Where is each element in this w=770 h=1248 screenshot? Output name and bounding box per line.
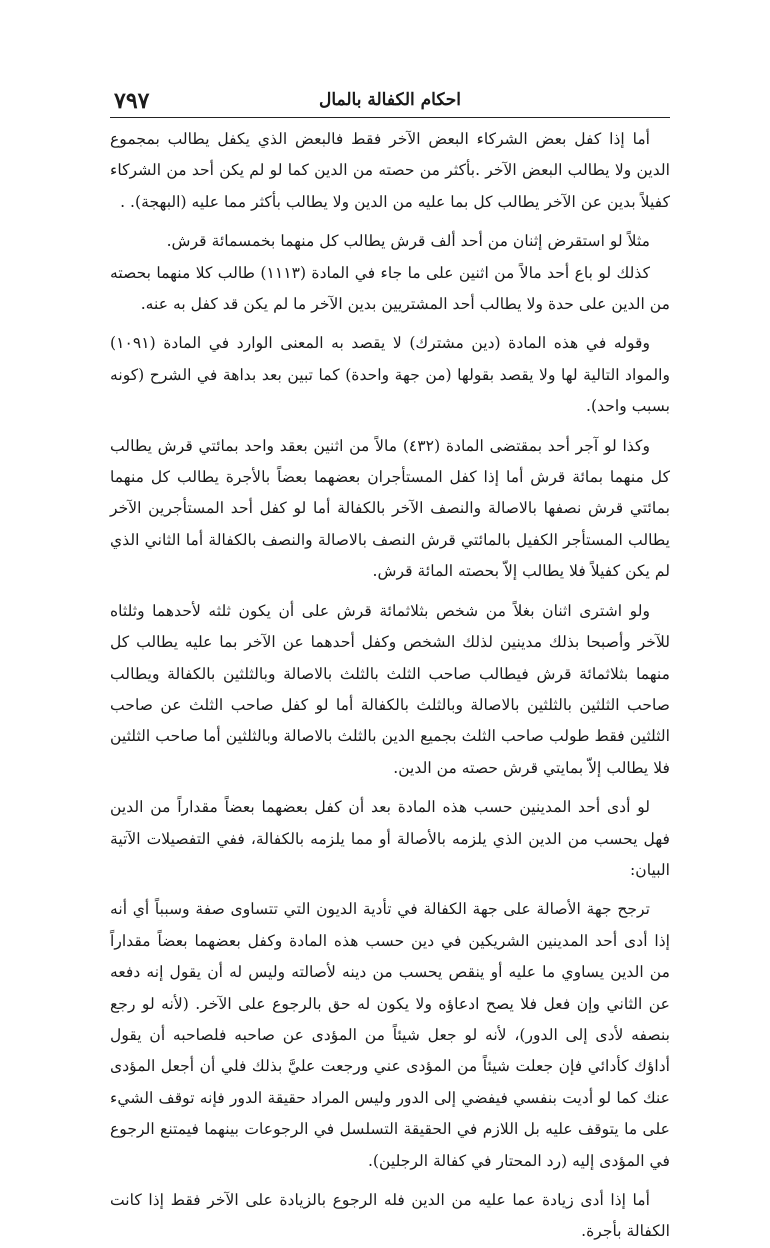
- paragraph: أما إذا كفل بعض الشركاء البعض الآخر فقط فالبعض الذي يكفل يطالب بمجموع الدين ولا يطالب البعض الآخر .بأكثر من حصته من الدين كما لو لم يكن أحد من الشركاء كفيلاً بدين عن الآخر يطالب كل بما عليه من الدين ولا يطالب بأكثر مما عليه (البهجة). .: [110, 130, 670, 211]
- page-number: ٧٩٧: [114, 88, 150, 114]
- header-divider: [110, 117, 670, 118]
- paragraph: أما إذا أدى زيادة عما عليه من الدين فله الرجوع بالزيادة على الآخر فقط إذا كانت الكفالة بأجرة.: [110, 1191, 670, 1241]
- paragraph: ترجح جهة الأصالة على جهة الكفالة في تأدية الديون التي تتساوى صفة وسبباً أي أنه إذا أدى أحد المدينين الشريكين في دين حسب هذه المادة وكفل بعضهما بعضاً مقداراً من الدين يساوي ما عليه أو ينقص يحسب من دينه لأصالته وليس له أن يقول إنه دفعه عن الثاني وإن فعل فلا يصح ادعاؤه ولا يكون له حق بالرجوع على الآخر. (لأنه لو رجع بنصفه لأدى إلى الدور)، لأنه لو جعل شيئاً من المؤدى عن صاحبه فلصاحبه أن يقول أداؤك كأدائي فإن جعلت شيئاً من المؤدى عني ورجعت عليَّ بذلك فلي أن أجعل المؤدى عنك كما لو أديت بنفسي فيفضي إلى الدور وليس المراد حقيقة الدور فإنه توقف الشيء على ما يتوقف عليه بل اللازم في الحقيقة التسلسل في الرجوعات بينهما فيمتنع الرجوع في المؤدى إليه (رد المحتار في كفالة الرجلين).: [110, 900, 670, 1170]
- body-text: [110, 124, 670, 1248]
- paragraph: ولو اشترى اثنان بغلاً من شخص بثلاثمائة قرش على أن يكون ثلثه لأحدهما وثلثاه للآخر وأصبحا بذلك مدينين لذلك الشخص وكفل أحدهما عن الآخر بما عليه يطالب كل منهما بثلاثمائة قرش فيطالب صاحب الثلث بالثلث بالاصالة وبالثلثين بالكفالة ويطالب صاحب الثلثين بالثلثين بالاصالة وبالثلث بالكفالة أما لو كفل صاحب الثلث عن صاحب الثلثين فقط طولب صاحب الثلث بجميع الدين بالثلث بالاصالة وبالثلثين أما صاحب الثلثين فلا يطالب إلاّ بمايتي قرش حصته من الدين.: [110, 601, 670, 777]
- paragraph: كذلك لو باع أحد مالاً من اثنين على ما جاء في المادة (١١١٣) طالب كلا منهما بحصته من الدين على حدة ولا يطالب أحد المشتريين بدين الآخر ما لم يكن قد كفل به عنه.: [110, 263, 670, 314]
- page-header: [110, 86, 670, 114]
- paragraph: وكذا لو آجر أحد بمقتضى المادة (٤٣٢) مالاً من اثنين بعقد واحد بمائتي قرش يطالب كل منهما بمائة قرش أما إذا كفل المستأجران بعضهما بعضاً بالأجرة يطالب كل منهما بمائتي قرش نصفها بالاصالة والنصف الآخر بالكفالة أما لو كفل أحد المستأجرين الآخر يطالب المستأجر الكفيل بالمائتي قرش النصف بالاصالة والنصف بالكفالة أما الثاني الذي لم يكن كفيلاً فلا يطالب إلاّ بحصته المائة قرش.: [110, 436, 670, 581]
- running-title: احكام الكفالة بالمال: [319, 90, 461, 110]
- paragraph: لو أدى أحد المدينين حسب هذه المادة بعد أن كفل بعضهما بعضاً مقداراً من الدين فهل يحسب من الدين الذي يلزمه بالأصالة أو مما يلزمه بالكفالة، ففي التفصيلات الآتية البيان:: [110, 798, 670, 879]
- paragraph: مثلاً لو استقرض إثنان من أحد ألف قرش يطالب كل منهما بخمسمائة قرش.: [166, 232, 650, 251]
- paragraph: وقوله في هذه المادة (دين مشترك) لا يقصد به المعنى الوارد في المادة (١٠٩١) والمواد التالية لها ولا يقصد بقولها (من جهة واحدة) كما تبين بعد بداهة في الشرح (كونه بسبب واحد).: [110, 334, 670, 416]
